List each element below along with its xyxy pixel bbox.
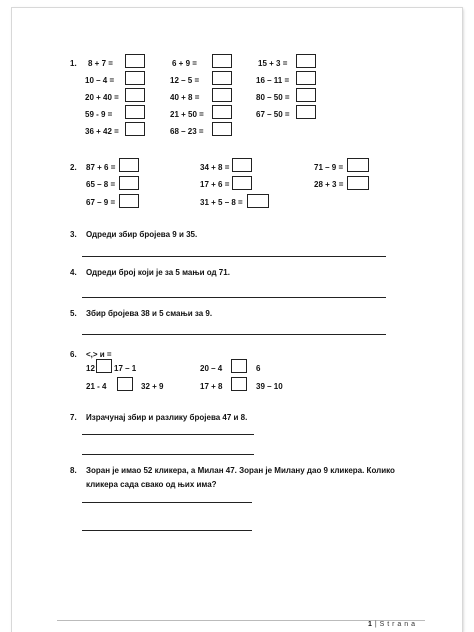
q2-answer-box-3[interactable] (347, 158, 369, 172)
q1-answer-box-4[interactable] (125, 71, 145, 85)
q5-text: Збир бројева 38 и 5 смањи за 9. (86, 309, 213, 318)
q1-expr-7: 20 + 40 = (85, 93, 119, 102)
q2-answer-box-4[interactable] (119, 176, 139, 190)
q2-answer-box-8[interactable] (247, 194, 269, 208)
q1-answer-box-2[interactable] (212, 54, 232, 68)
q1-answer-box-11[interactable] (212, 105, 232, 119)
q4-number: 4. (70, 268, 77, 277)
q8-answer-line-1[interactable] (82, 502, 252, 503)
q7-answer-line-1[interactable] (82, 434, 254, 435)
q6-right-1: 17 – 1 (114, 364, 137, 373)
q4-text: Одреди број који је за 5 мањи од 71. (86, 268, 230, 277)
q2-expr-6: 28 + 3 = (314, 180, 344, 189)
q2-answer-box-5[interactable] (232, 176, 252, 190)
q1-answer-box-8[interactable] (212, 88, 232, 102)
q6-number: 6. (70, 350, 77, 359)
q8-answer-line-2[interactable] (82, 530, 252, 531)
q1-answer-box-14[interactable] (212, 122, 232, 136)
page-label: S t r a n a (379, 621, 416, 628)
q8-number: 8. (70, 466, 77, 475)
q4-answer-line[interactable] (82, 297, 386, 298)
q3-answer-line[interactable] (82, 256, 386, 257)
q1-expr-8: 40 + 8 = (170, 93, 200, 102)
q7-answer-line-2[interactable] (82, 454, 254, 455)
q1-expr-10: 59 - 9 = (85, 110, 113, 119)
q2-expr-4: 65 – 8 = (86, 180, 116, 189)
q6-left-2: 20 – 4 (200, 364, 223, 373)
q1-answer-box-3[interactable] (296, 54, 316, 68)
q1-expr-2: 6 + 9 = (172, 59, 197, 68)
q1-answer-box-10[interactable] (125, 105, 145, 119)
page-number: 1 (368, 621, 373, 628)
q1-expr-11: 21 + 50 = (170, 110, 204, 119)
page-separator: | (374, 621, 378, 628)
q2-number: 2. (70, 163, 77, 172)
q5-answer-line[interactable] (82, 334, 386, 335)
q1-answer-box-5[interactable] (212, 71, 232, 85)
q1-expr-12: 67 – 50 = (256, 110, 290, 119)
q1-answer-box-9[interactable] (296, 88, 316, 102)
q2-expr-5: 17 + 6 = (200, 180, 230, 189)
q2-expr-3: 71 – 9 = (314, 163, 344, 172)
q1-answer-box-7[interactable] (125, 88, 145, 102)
q2-answer-box-7[interactable] (119, 194, 139, 208)
q6-compare-box-2[interactable] (231, 359, 247, 373)
q1-answer-box-6[interactable] (296, 71, 316, 85)
q6-compare-box-3[interactable] (117, 377, 133, 391)
q2-answer-box-2[interactable] (232, 158, 252, 172)
q1-expr-6: 16 – 11 = (256, 76, 290, 85)
q6-compare-box-4[interactable] (231, 377, 247, 391)
q6-left-3: 21 - 4 (86, 382, 107, 391)
q6-left-4: 17 + 8 (200, 382, 223, 391)
q2-answer-box-1[interactable] (119, 158, 139, 172)
q6-right-3: 32 + 9 (141, 382, 164, 391)
q8-text-line-1: Зоран је имао 52 кликера, а Милан 47. Зоран је Милану дао 9 кликера. Колико (86, 466, 395, 475)
q1-expr-13: 36 + 42 = (85, 127, 119, 136)
page-footer (368, 621, 416, 628)
q6-title: <,> и = (86, 350, 112, 359)
q2-expr-7: 67 – 9 = (86, 198, 116, 207)
q2-answer-box-6[interactable] (347, 176, 369, 190)
q6-compare-box-1[interactable] (96, 359, 112, 373)
q5-number: 5. (70, 309, 77, 318)
q1-expr-9: 80 – 50 = (256, 93, 290, 102)
q1-answer-box-1[interactable] (125, 54, 145, 68)
q1-expr-5: 12 – 5 = (170, 76, 200, 85)
q8-text-line-2: кликера сада свако од њих има? (86, 480, 217, 489)
q1-expr-3: 15 + 3 = (258, 59, 288, 68)
q2-expr-1: 87 + 6 = (86, 163, 116, 172)
q2-expr-8: 31 + 5 – 8 = (200, 198, 243, 207)
q1-answer-box-12[interactable] (296, 105, 316, 119)
q3-number: 3. (70, 230, 77, 239)
q1-expr-1: 8 + 7 = (88, 59, 113, 68)
worksheet-page (12, 8, 462, 632)
q3-text: Одреди збир бројева 9 и 35. (86, 230, 198, 239)
q1-expr-4: 10 – 4 = (85, 76, 115, 85)
q1-answer-box-13[interactable] (125, 122, 145, 136)
q1-number: 1. (70, 59, 77, 68)
q7-number: 7. (70, 413, 77, 422)
q1-expr-14: 68 – 23 = (170, 127, 204, 136)
q6-right-2: 6 (256, 364, 261, 373)
q6-right-4: 39 – 10 (256, 382, 283, 391)
q7-text: Израчунај збир и разлику бројева 47 и 8. (86, 413, 248, 422)
q6-left-1: 12 (86, 364, 95, 373)
q2-expr-2: 34 + 8 = (200, 163, 230, 172)
